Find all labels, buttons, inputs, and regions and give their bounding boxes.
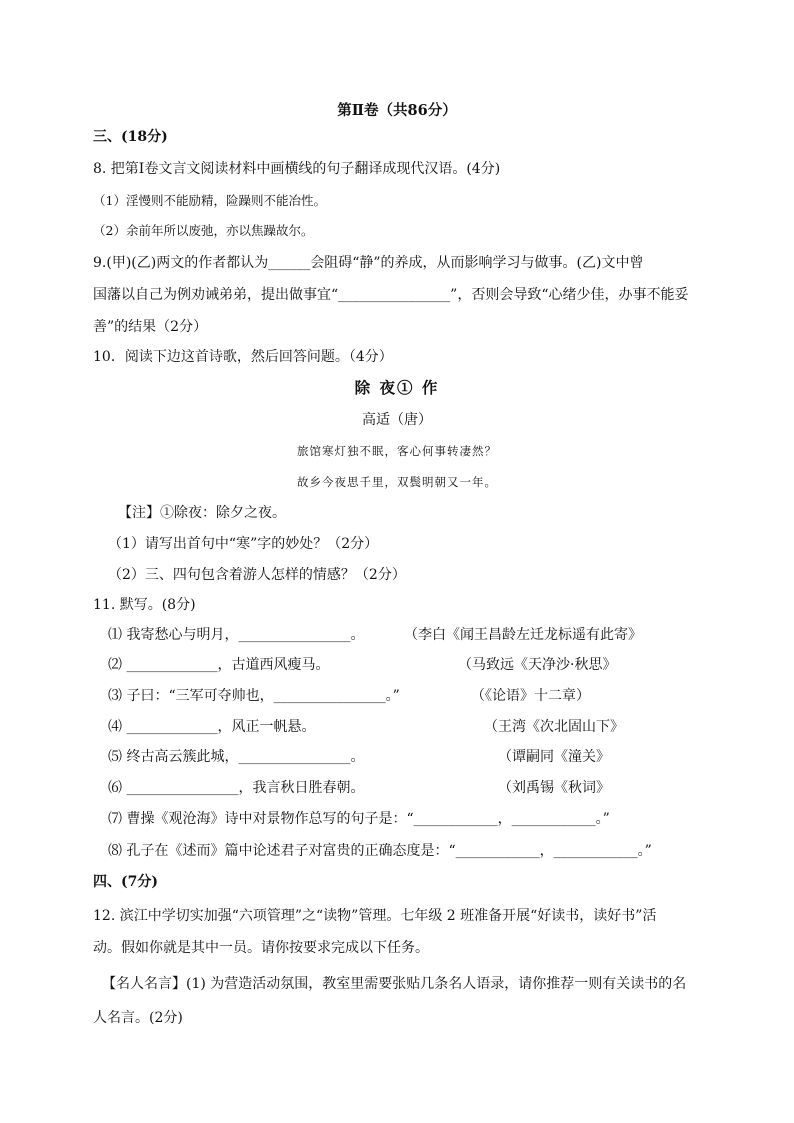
- recite-item-1: ⑴ 我寄愁心与明月，________________。: [108, 627, 365, 643]
- poem-line-2: 故乡今夜思千里，双鬓明朝又一年。: [297, 475, 497, 489]
- volume-title: 第Ⅱ卷（共86分）: [337, 102, 457, 119]
- q11-prompt: 11. 默写。(8分): [93, 597, 196, 613]
- q8-item-1: （1）淫慢则不能励精，险躁则不能冶性。: [93, 193, 326, 208]
- section-three-heading: 三、(18分): [93, 129, 168, 145]
- q9-line-2: 国藩以自己为例劝诫弟弟，提出做事宜“________________”，否则会导致“心绪少佳，办事不能妥: [93, 287, 689, 303]
- poem-note: 【注】①除夜：除夕之夜。: [118, 505, 286, 521]
- recite-source-2: （马致远《天净沙·秋思》: [458, 657, 617, 673]
- recite-source-6: （刘禹锡《秋词》: [498, 780, 610, 796]
- recite-item-4: ⑷ _____________，风正一帆悬。: [108, 719, 316, 735]
- q12-task-1-line-1: 【名人名言】(1) 为营造活动氛围，教室里需要张贴几条名人语录，请你推荐一则有关读书的名: [102, 976, 687, 992]
- recite-source-3: （《论语》十二章）: [471, 688, 590, 704]
- recite-item-7: ⑺ 曹操《观沧海》诗中对景物作总写的句子是：“____________，____________。”: [108, 811, 610, 827]
- q9-line-3: 善”的结果（2分）: [93, 319, 208, 335]
- poem-title: 除 夜① 作: [354, 378, 440, 397]
- q8-prompt: 8. 把第Ⅰ卷文言文阅读材料中画横线的句子翻译成现代汉语。(4分): [93, 161, 501, 177]
- recite-item-2: ⑵ _____________，古道西风瘦马。: [108, 657, 330, 673]
- q12-line-1: 12. 滨江中学切实加强“六项管理”之“读物”管理。七年级 2 班准备开展“好读书，读好书”活: [93, 908, 657, 924]
- recite-item-5: ⑸ 终古高云簇此城，________________。: [108, 749, 365, 765]
- section-four-heading: 四、(7分): [93, 874, 158, 890]
- q10-prompt: 10．阅读下边这首诗歌，然后回答问题。（4分）: [93, 349, 393, 365]
- recite-source-5: （谭嗣同《潼关》: [498, 749, 610, 765]
- poem-line-1: 旅馆寒灯独不眠，客心何事转凄然？: [297, 444, 497, 458]
- recite-source-1: （李白《闻王昌龄左迁龙标遥有此寄》: [404, 627, 642, 643]
- recite-item-6: ⑹ ________________，我言秋日胜春朝。: [108, 780, 365, 796]
- q10-sub-1: （1）请写出首句中“寒”字的妙处？（2分）: [108, 536, 379, 552]
- q8-item-2: （2）余前年所以废弛，亦以焦躁故尔。: [93, 223, 314, 238]
- q12-line-2: 动。假如你就是其中一员。请你按要求完成以下任务。: [93, 940, 429, 956]
- recite-source-4: （王湾《次北固山下》: [484, 719, 624, 735]
- recite-item-3: ⑶ 子曰：“三军可夺帅也，________________。”: [108, 688, 400, 704]
- q10-sub-2: （2）三、四句包含着游人怎样的情感？（2分）: [108, 567, 406, 583]
- recite-item-8: ⑻ 孔子在《述而》篇中论述君子对富贵的正确态度是：“____________，____________。”: [108, 843, 652, 859]
- poem-author: 高适（唐）: [362, 412, 432, 428]
- q9-line-1: 9.(甲)(乙)两文的作者都认为______会阻碍“静”的养成，从而影响学习与做事。(乙)文中曾: [93, 255, 644, 271]
- q12-task-1-line-2: 人名言。(2分): [93, 1010, 183, 1026]
